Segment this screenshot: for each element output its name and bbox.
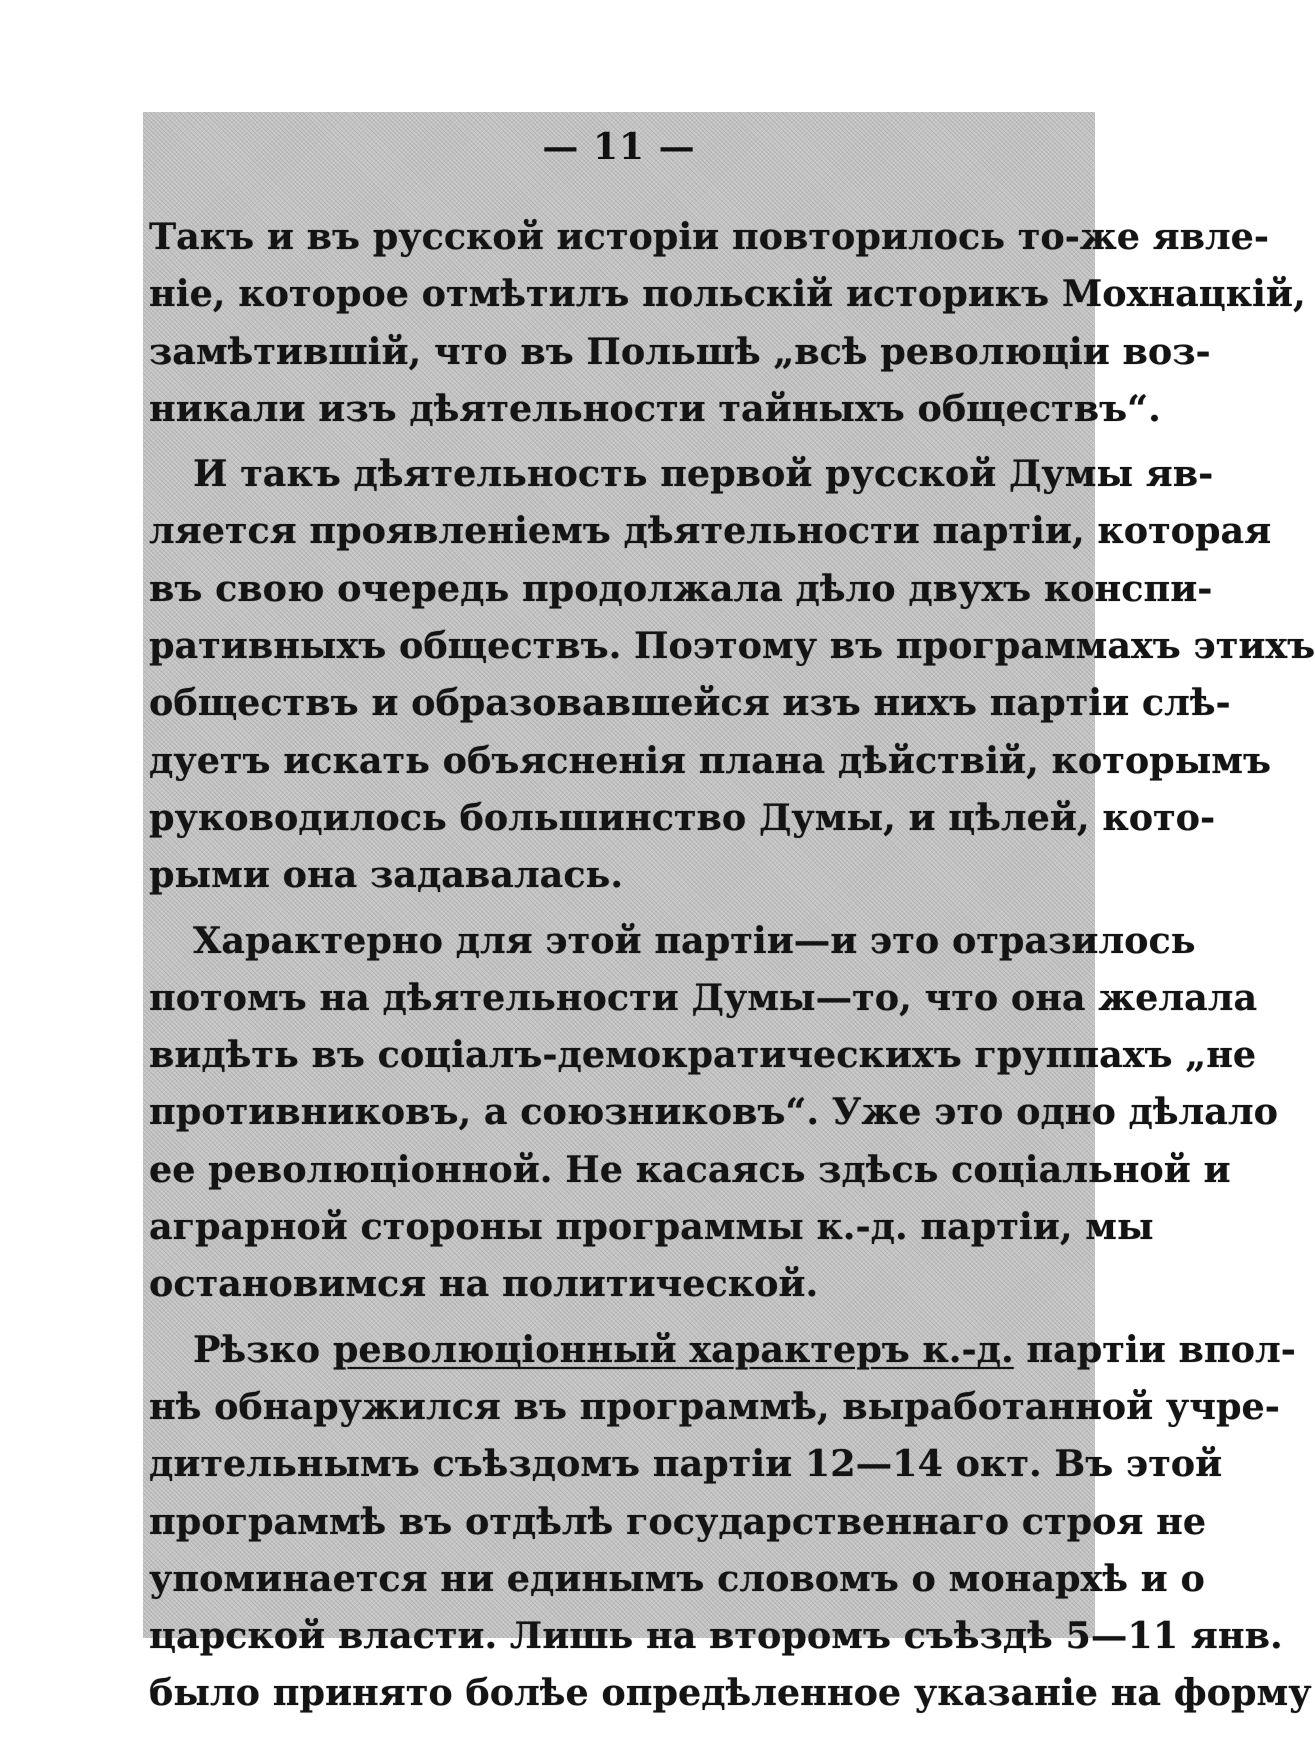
text-line: Такъ и въ русской исторіи повторилось то-же явле- bbox=[149, 215, 1270, 258]
text-line: никали изъ дѣятельности тайныхъ обществъ“. bbox=[149, 386, 1161, 430]
text-line: противниковъ, а союзниковъ“. Уже это одно дѣлало bbox=[149, 1090, 1279, 1134]
text-line: руководилось большинство Думы, и цѣлей, кото- bbox=[149, 795, 1216, 839]
text-line: въ свою очередь продолжала дѣло двухъ конспи- bbox=[149, 566, 1213, 610]
text-line: ніе, которое отмѣтилъ польскій историкъ Мохнацкій, bbox=[149, 272, 1306, 316]
text-line: аграрной стороны программы к.-д. партіи, мы bbox=[149, 1205, 1154, 1249]
text-line bbox=[149, 1321, 1296, 1378]
text-line: Характерно для этой партіи—и это отразилось bbox=[193, 918, 1196, 962]
text-line: И такъ дѣятельность первой русской Думы яв- bbox=[193, 452, 1214, 496]
text-line: обществъ и образовавшейся изъ нихъ партіи слѣ- bbox=[149, 681, 1231, 725]
paragraph-2 bbox=[149, 445, 1315, 903]
text-line: ративныхъ обществъ. Поэтому въ программахъ этихъ bbox=[149, 624, 1315, 668]
text-line: ее революціонной. Не касаясь здѣсь соціальной и bbox=[149, 1147, 1231, 1191]
text-line: упоминается ни единымъ словомъ о монархѣ и о bbox=[149, 1556, 1205, 1600]
text-line: замѣтившій, что въ Польшѣ „всѣ революціи воз- bbox=[149, 329, 1211, 373]
paragraph-1 bbox=[149, 208, 1306, 437]
text-line: нѣ обнаружился въ программѣ, выработанной учре- bbox=[149, 1384, 1280, 1428]
paragraph-4 bbox=[149, 1321, 1312, 1722]
text-line: дительнымъ съѣздомъ партіи 12—14 окт. Въ этой bbox=[149, 1442, 1223, 1486]
text-line: остановимся на политической. bbox=[149, 1262, 819, 1306]
body-text bbox=[149, 208, 1315, 1722]
paragraph-3 bbox=[149, 912, 1279, 1313]
text-line: ляется проявленіемъ дѣятельности партіи, которая bbox=[149, 509, 1272, 553]
text-line: программѣ въ отдѣлѣ государственнаго строя не bbox=[149, 1499, 1207, 1543]
text-line: дуетъ искать объясненія плана дѣйствій, которымъ bbox=[149, 738, 1271, 782]
text-line: царской власти. Лишь на второмъ съѣздѣ 5—11 янв. bbox=[149, 1614, 1283, 1658]
text-line: рыми она задавалась. bbox=[149, 853, 624, 897]
underlined-phrase: революціонный характеръ к.-д. bbox=[332, 1327, 1014, 1371]
text-line: потомъ на дѣятельности Думы—то, что она желала bbox=[149, 975, 1258, 1019]
text-line: видѣть въ соціалъ-демократическихъ группахъ „не bbox=[149, 1033, 1257, 1077]
page-number: — 11 — bbox=[542, 126, 696, 168]
text-fragment: партіи впол- bbox=[1013, 1327, 1296, 1371]
text-fragment: Рѣзко bbox=[193, 1327, 333, 1371]
scanned-page bbox=[143, 112, 1315, 1715]
text-line: было принято болѣе опредѣленное указаніе на форму bbox=[149, 1671, 1312, 1715]
